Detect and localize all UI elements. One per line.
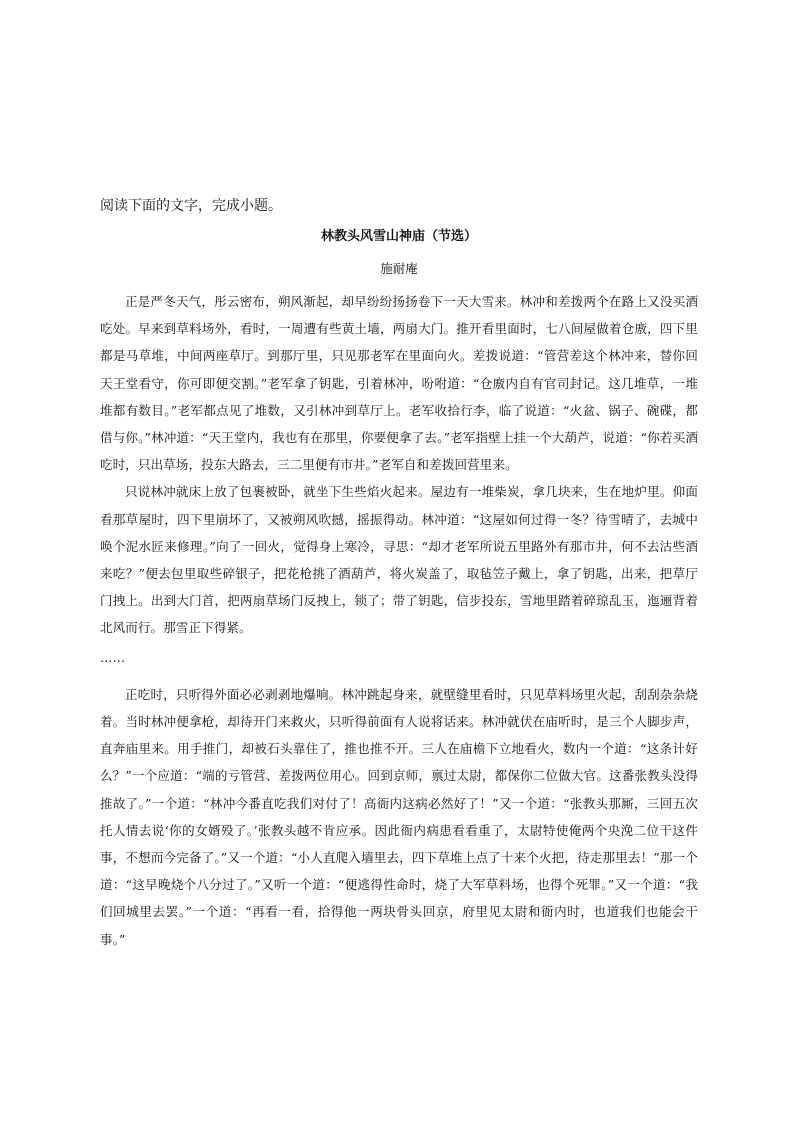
paragraph-3: 正吃时，只听得外面必必剥剥地爆响。林冲跳起身来，就壁缝里看时，只见草料场里火起，刮刮杂杂烧着。当时林冲便拿枪，却待开门来救火，只听得前面有人说将话来。林冲就伏在庙听时，是三个人脚步声，直奔庙里来。用手推门，却被石头靠住了，推也推不开。三人在庙檐下立地看火，数内一个道：“这条计好么？”一个应道：“端的亏管营、差拨两位用心。回到京师，禀过太尉，都保你二位做大官。这番张教头没得推故了。”一个道：“林冲今番直吃我们对付了！高衙内这病必然好了！”又一个道：“张教头那厮，三回五次托人情去说‘你的女婿殁了。’张教头越不肯应承。因此衙内病患看看重了，太尉特使俺两个央浼二位干这件事，不想而今完备了。”又一个道：“小人直爬入墙里去，四下草堆上点了十来个火把，待走那里去！”那一个道：“这早晚烧个八分过了。”又听一个道：“便逃得性命时，烧了大军草料场，也得个死罪。”又一个道：“我们回城里去罢。”一个道：“再看一看，拾得他一两块骨头回京，府里见太尉和衙内时，也道我们也能会干事。”: [100, 686, 698, 947]
paragraph-1: 正是严冬天气，彤云密布，朔风渐起，却早纷纷扬扬卷下一天大雪来。林冲和差拨两个在路上又没买酒吃处。早来到草料场外，看时，一周遭有些黄土墙，两扇大门。推开看里面时，七八间屋做着仓廒，四下里都是马草堆，中间两座草厅。到那厅里，只见那老军在里面向火。差拨说道：“管营差这个林冲来，替你回天王堂看守，你可即便交割。”老军拿了钥匙，引着林冲，吩咐道：“仓廒内自有官司封记。这几堆草，一堆堆都有数目。”老军都点见了堆数，又引林冲到草厅上。老军收拾行李，临了说道：“火盆、锅子、碗碟，都借与你。”林冲道：“天王堂内，我也有在那里，你要便拿了去。”老军指壁上挂一个大葫芦，说道：“你若买酒吃时，只出草场，投东大路去，三二里便有市井。”老军自和差拨回营里来。: [100, 294, 698, 473]
paragraph-2: 只说林冲就床上放了包裹被卧，就坐下生些焰火起来。屋边有一堆柴炭，拿几块来，生在地炉里。仰面看那草屋时，四下里崩坏了，又被朔风吹撼，摇振得动。林冲道：“这屋如何过得一冬？待雪晴了，去城中唤个泥水匠来修理。”向了一回火，觉得身上寒冷，寻思：“却才老军所说五里路外有那市井，何不去沽些酒来吃？”便去包里取些碎银子，把花枪挑了酒葫芦，将火炭盖了，取毡笠子戴上，拿了钥匙，出来，把草厅门拽上。出到大门首，把两扇草场门反拽上，锁了；带了钥匙，信步投东，雪地里踏着碎琼乱玉，迤逦背着北风而行。那雪正下得紧。: [100, 484, 698, 636]
passage-author: 施耐庵: [380, 261, 418, 276]
ellipsis: ……: [100, 649, 126, 665]
passage-title: 林教头风雪山神庙（节选）: [320, 229, 477, 244]
instruction-text: 阅读下面的文字，完成小题。: [100, 198, 282, 214]
passage-body: [100, 288, 698, 953]
